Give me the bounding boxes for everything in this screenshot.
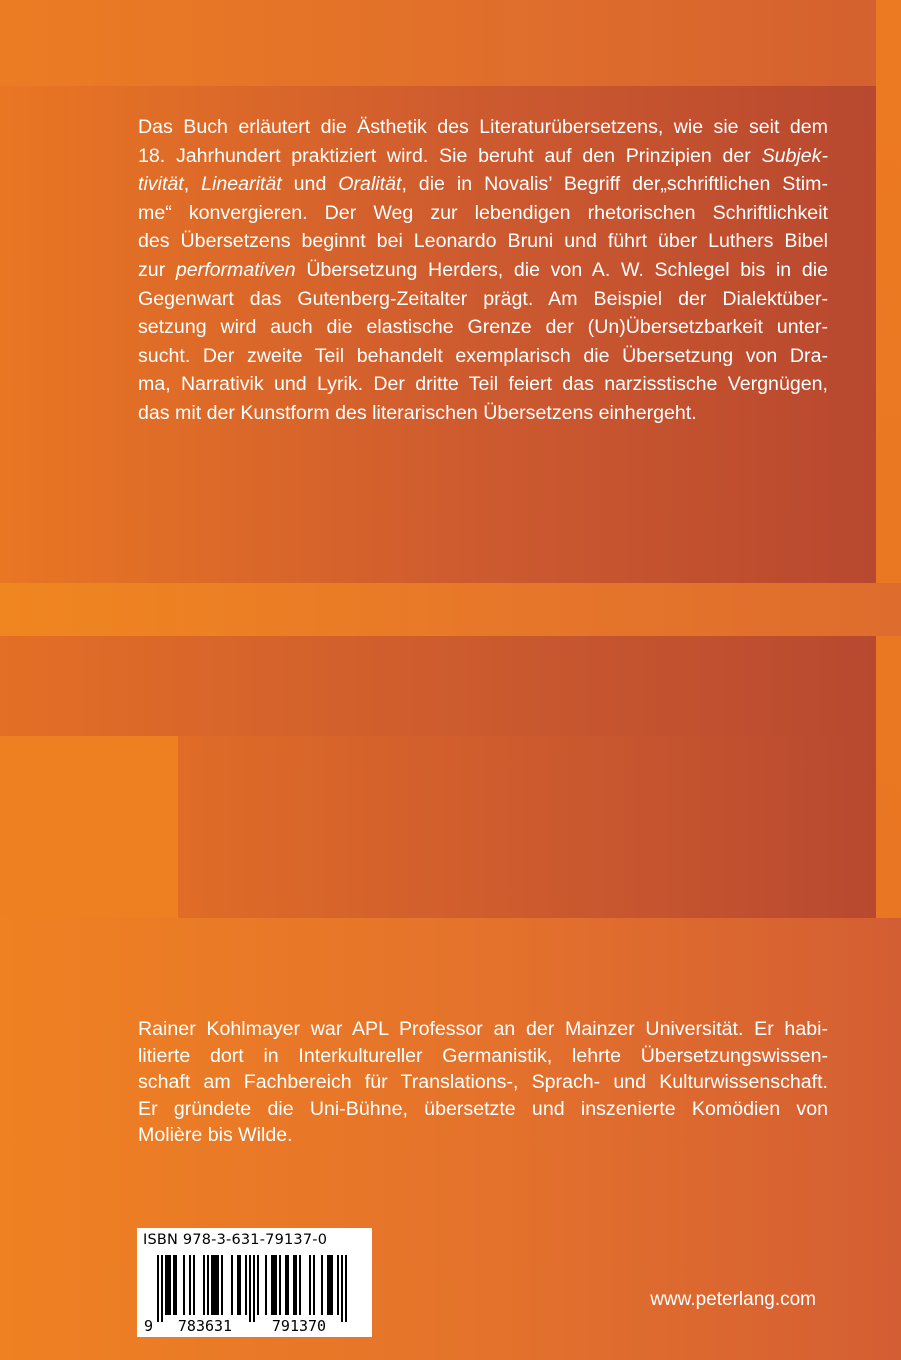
text-run: und xyxy=(281,173,339,196)
author-line: litierte dort in Interkultureller Germanistik, lehrte Übersetzungswissen- xyxy=(138,1044,828,1067)
barcode-bar xyxy=(189,1255,191,1315)
barcode-bar xyxy=(253,1255,255,1322)
barcode-bar xyxy=(341,1255,343,1322)
description-line xyxy=(138,342,828,371)
description-line xyxy=(138,170,828,199)
text-run: des Übersetzens beginnt bei Leonardo Bruni und führt über Luthers Bibel xyxy=(138,230,828,253)
barcode-digits: 791370 xyxy=(271,1317,327,1335)
barcode-bar xyxy=(331,1255,333,1315)
author-line: Er gründete die Uni-Bühne, übersetzte und inszenierte Komödien von xyxy=(138,1097,828,1120)
barcode-bar xyxy=(245,1255,247,1315)
barcode xyxy=(137,1228,372,1337)
barcode-bar xyxy=(271,1255,273,1315)
barcode-bar xyxy=(231,1255,233,1315)
barcode-bar xyxy=(207,1255,209,1315)
barcode-bar xyxy=(213,1255,215,1315)
description-line xyxy=(138,227,828,256)
text-run: Das Buch erläutert die Ästhetik des Literaturübersetzens, wie sie seit dem xyxy=(138,116,828,138)
barcode-bar xyxy=(275,1255,277,1315)
background-band-middle xyxy=(0,636,876,736)
text-run: setzung wird auch die elastische Grenze der (Un)Übersetzbarkeit unter- xyxy=(138,316,828,339)
barcode-bar xyxy=(257,1255,259,1315)
barcode-bar xyxy=(217,1255,219,1315)
barcode-bar xyxy=(237,1255,239,1315)
description-line xyxy=(138,285,828,314)
author-line: Molière bis Wilde. xyxy=(138,1124,293,1147)
barcode-bar xyxy=(167,1255,169,1315)
barcode-bar xyxy=(309,1255,311,1315)
emphasized-term: Linearität xyxy=(201,173,282,196)
barcode-bar xyxy=(265,1255,267,1315)
barcode-bar xyxy=(211,1255,213,1315)
text-run: me“ konvergieren. Der Weg zur lebendigen rhetorischen Schriftlichkeit xyxy=(138,201,828,224)
description-line xyxy=(138,113,828,142)
description-line xyxy=(138,399,828,428)
background-band-top xyxy=(0,0,901,86)
emphasized-term: Oralität xyxy=(338,173,402,196)
text-run: , die in Novalis’ Begriff der„schriftlichen Stim- xyxy=(401,173,828,196)
background-block-left xyxy=(0,736,178,918)
barcode-digits: 9 xyxy=(143,1317,153,1335)
barcode-bar xyxy=(321,1255,323,1315)
barcode-bar xyxy=(165,1255,167,1315)
description-line xyxy=(138,370,828,399)
text-run: zur xyxy=(138,258,176,281)
isbn-label: ISBN 978-3-631-79137-0 xyxy=(143,1232,328,1248)
text-run: ma, Narrativik und Lyrik. Der dritte Teil feiert das narzisstische Vergnügen, xyxy=(138,373,828,396)
barcode-bar xyxy=(295,1255,297,1315)
emphasized-term: performativen xyxy=(175,258,296,281)
publisher-url[interactable]: www.peterlang.com xyxy=(650,1289,816,1310)
text-run: sucht. Der zweite Teil behandelt exemplarisch die Übersetzung von Dra- xyxy=(138,344,828,367)
barcode-bar xyxy=(299,1255,301,1315)
description-line xyxy=(138,313,828,342)
barcode-bar xyxy=(313,1255,315,1315)
barcode-bar xyxy=(287,1255,289,1315)
barcode-bar xyxy=(249,1255,251,1322)
barcode-bar xyxy=(175,1255,177,1315)
emphasized-term: Subjek- xyxy=(761,144,828,167)
barcode-bar xyxy=(215,1255,217,1315)
author-bio xyxy=(138,1016,828,1149)
barcode-bar xyxy=(329,1255,331,1315)
text-run: 18. Jahrhundert praktiziert wird. Sie beruht auf den Prinzipien der xyxy=(138,144,762,167)
barcode-bar xyxy=(293,1255,295,1315)
barcode-bar xyxy=(173,1255,175,1315)
description-line xyxy=(138,256,828,285)
barcode-bar xyxy=(161,1255,163,1322)
author-line: Rainer Kohlmayer war APL Professor an der Mainzer Universität. Er habi- xyxy=(138,1018,828,1040)
barcode-bar xyxy=(169,1255,171,1315)
book-description xyxy=(138,113,828,428)
barcode-bar xyxy=(327,1255,329,1315)
barcode-bar xyxy=(279,1255,281,1315)
barcode-bar xyxy=(203,1255,205,1315)
description-line xyxy=(138,199,828,228)
background-strip xyxy=(0,583,901,636)
text-run: Gegenwart das Gutenberg-Zeitalter prägt. Am Beispiel der Dialektüber- xyxy=(138,287,828,310)
barcode-bar xyxy=(345,1255,347,1322)
barcode-bar xyxy=(239,1255,241,1315)
text-run: , xyxy=(183,173,202,196)
barcode-bar xyxy=(273,1255,275,1315)
text-run: das mit der Kunstform des literarischen Übersetzens einhergeht. xyxy=(138,401,697,424)
barcode-bar xyxy=(157,1255,159,1322)
text-run: Übersetzung Herders, die von A. W. Schlegel bis in die xyxy=(295,258,828,281)
barcode-digits: 783631 xyxy=(177,1317,233,1335)
barcode-bar xyxy=(183,1255,185,1315)
background-band-lower xyxy=(178,736,876,918)
author-line: schaft am Fachbereich für Translations-, Sprach- und Kulturwissenschaft. xyxy=(138,1071,828,1094)
barcode-bar xyxy=(193,1255,195,1315)
emphasized-term: tivität xyxy=(138,173,184,196)
barcode-bar xyxy=(221,1255,223,1315)
barcode-bar xyxy=(337,1255,339,1315)
background-band-right xyxy=(876,0,901,918)
description-line xyxy=(138,142,828,171)
isbn-barcode-box xyxy=(137,1228,372,1337)
barcode-bar xyxy=(285,1255,287,1315)
